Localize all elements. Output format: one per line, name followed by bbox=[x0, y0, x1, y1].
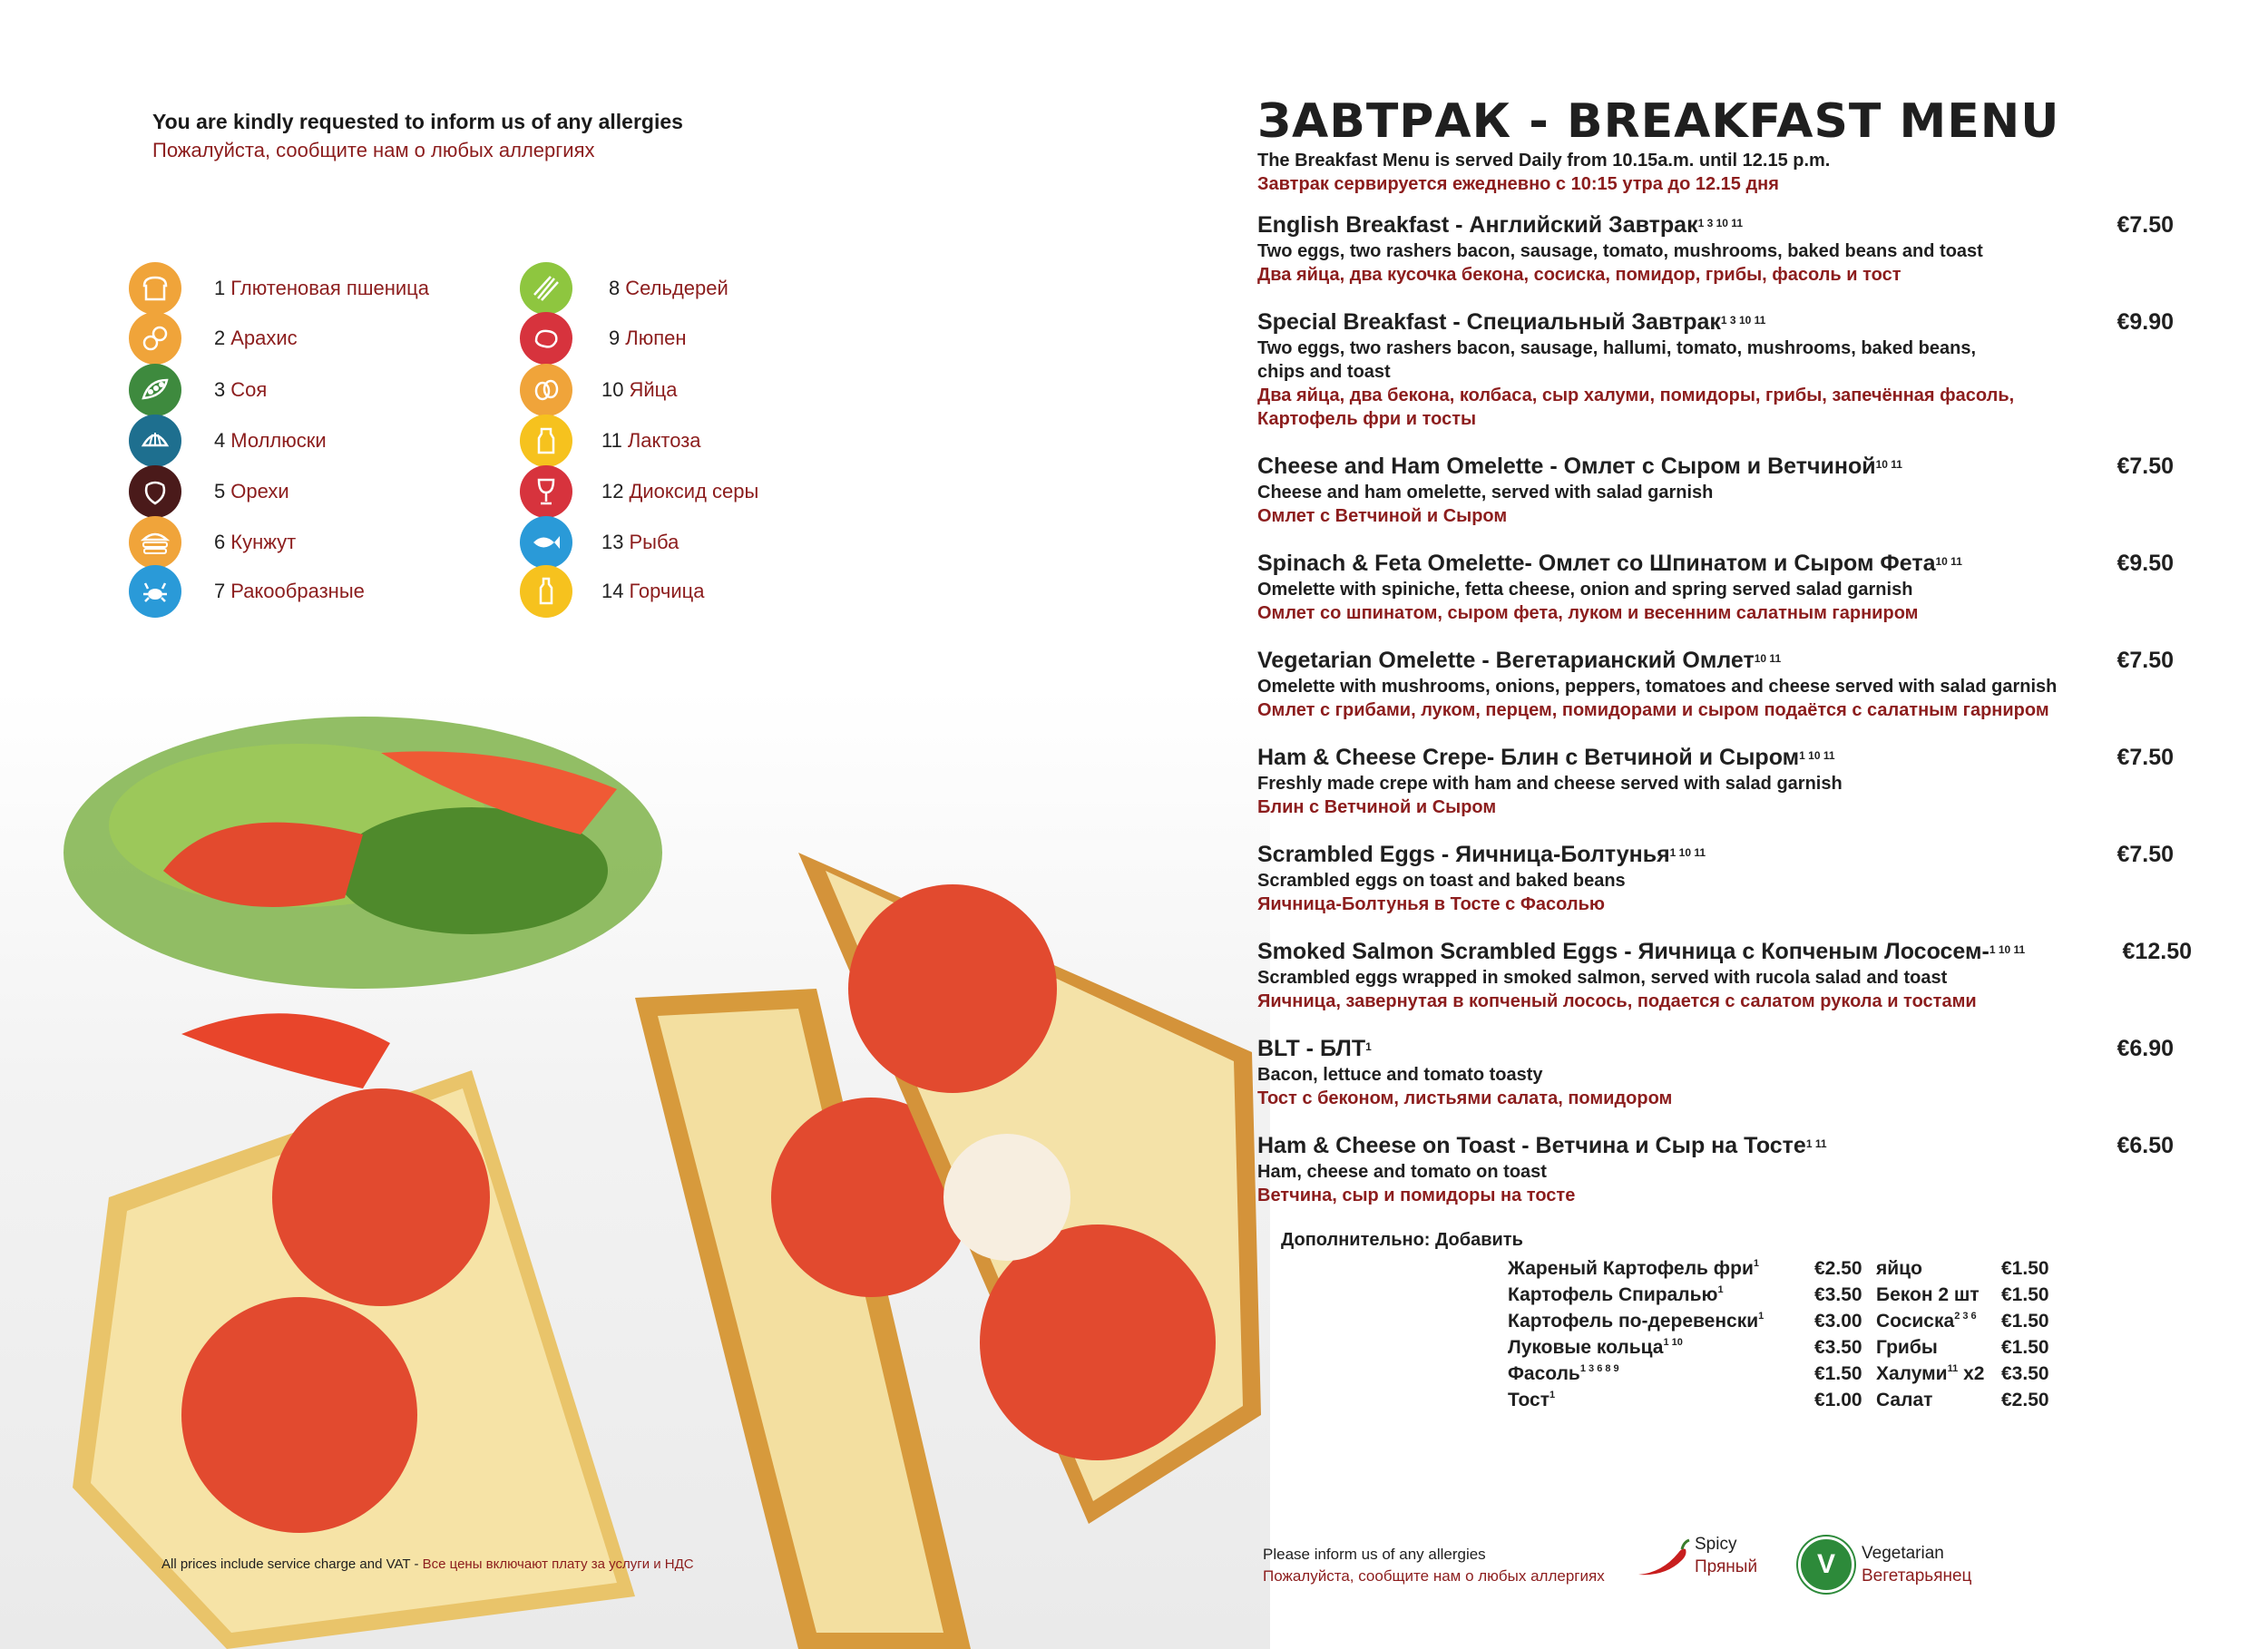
lupin-icon bbox=[520, 312, 572, 365]
addon-allergens: 1 bbox=[1758, 1310, 1765, 1322]
celery-icon bbox=[520, 262, 572, 315]
menu-item bbox=[1257, 937, 2192, 1013]
legend-name: Люпен bbox=[625, 327, 687, 349]
menu-item bbox=[1257, 307, 2174, 431]
menu-item-name bbox=[1257, 307, 2174, 337]
spicy-en: Spicy bbox=[1695, 1535, 1737, 1554]
addon-name: Жареный Картофель фри bbox=[1508, 1257, 1754, 1279]
legend-name: Яйца bbox=[629, 378, 678, 401]
addons-heading: Дополнительно: Добавить bbox=[1281, 1230, 1523, 1250]
addons-table bbox=[1508, 1255, 2070, 1413]
item-price: €12.50 bbox=[2122, 939, 2192, 964]
item-name-text: Spinach & Feta Omelette- Омлет со Шпинатом и Сыром Фета bbox=[1257, 551, 1936, 576]
soy-icon bbox=[129, 364, 181, 416]
vegetarian-badge-icon bbox=[1798, 1537, 1854, 1593]
item-price: €7.50 bbox=[2116, 454, 2174, 479]
item-allergens: 10 11 bbox=[1935, 555, 1962, 568]
legend-item bbox=[520, 311, 687, 366]
addon-name: Салат bbox=[1876, 1389, 1933, 1410]
addon-name: Халуми bbox=[1876, 1362, 1948, 1384]
legend-item bbox=[520, 414, 701, 468]
addon-allergens: 1 10 bbox=[1663, 1336, 1683, 1348]
menu-item bbox=[1257, 210, 2174, 287]
item-price: €9.90 bbox=[2116, 309, 2174, 335]
menu-subtitle-en: The Breakfast Menu is served Daily from 10.15a.m. until 12.15 p.m. bbox=[1257, 151, 1831, 171]
legend-name: Соя bbox=[230, 378, 268, 401]
prices-note-ru: Все цены включают плату за услуги и НДС bbox=[422, 1556, 694, 1572]
addon-row bbox=[1508, 1361, 2070, 1387]
item-desc-ru: Омлет с Ветчиной и Сыром bbox=[1257, 506, 1508, 526]
fish-icon bbox=[520, 516, 572, 569]
addon-allergens: 11 bbox=[1947, 1362, 1959, 1374]
item-name-text: English Breakfast - Английский Завтрак bbox=[1257, 212, 1698, 238]
item-desc: Two eggs, two rashers bacon, sausage, hallumi, tomato, mushrooms, baked beans, bbox=[1257, 338, 1977, 358]
allergy-notice bbox=[152, 107, 969, 165]
addon-allergens: 1 bbox=[1549, 1389, 1556, 1400]
prices-note bbox=[161, 1556, 694, 1572]
item-allergens: 10 11 bbox=[1875, 458, 1902, 471]
mustard-icon bbox=[520, 565, 572, 618]
vegetarian-en: Vegetarian bbox=[1862, 1544, 1944, 1563]
menu-item bbox=[1257, 1034, 2174, 1110]
menu-item bbox=[1257, 452, 2174, 528]
legend-num: 5 bbox=[214, 480, 226, 503]
crab-icon bbox=[129, 565, 181, 618]
item-desc-ru: Два яйца, два кусочка бекона, сосиска, помидор, грибы, фасоль и тост bbox=[1257, 265, 1901, 285]
legend-item bbox=[129, 261, 429, 316]
item-allergens: 1 10 11 bbox=[1799, 749, 1835, 762]
legend-num: 10 bbox=[601, 378, 624, 401]
addon-row bbox=[1508, 1334, 2070, 1361]
legend-num: 4 bbox=[214, 429, 226, 452]
item-name-text: BLT - БЛТ bbox=[1257, 1036, 1366, 1061]
item-desc-line2: chips and toast bbox=[1257, 362, 1391, 382]
peanut-icon bbox=[129, 312, 181, 365]
addon-qty: x2 bbox=[1958, 1362, 1985, 1384]
prices-note-sep: - bbox=[410, 1556, 423, 1572]
legend-item bbox=[520, 464, 758, 519]
menu-subtitle-ru: Завтрак сервируется ежедневно с 10:15 утра до 12.15 дня bbox=[1257, 174, 1779, 194]
legend-num: 11 bbox=[601, 429, 622, 452]
item-price: €7.50 bbox=[2116, 648, 2174, 673]
addon-allergens: 1 bbox=[1753, 1257, 1760, 1269]
item-desc: Omelette with mushrooms, onions, peppers, tomatoes and cheese served with salad garnish bbox=[1257, 677, 2058, 697]
legend-num: 8 bbox=[609, 277, 621, 299]
addon-name: Бекон 2 шт bbox=[1876, 1283, 1980, 1305]
food-photo bbox=[0, 689, 1270, 1649]
menu-item bbox=[1257, 549, 2174, 625]
addon-row bbox=[1508, 1282, 2070, 1308]
addon-price: €1.50 bbox=[2001, 1257, 2049, 1279]
chili-icon bbox=[1635, 1538, 1691, 1578]
menu-header bbox=[1257, 94, 2183, 196]
item-desc-ru: Омлет с грибами, луком, перцем, помидорами и сыром подаётся с салатным гарниром bbox=[1257, 700, 2049, 720]
legend-name: Горчица bbox=[629, 580, 705, 602]
legend-num: 14 bbox=[601, 580, 624, 602]
addon-price: €1.50 bbox=[2001, 1283, 2049, 1305]
item-allergens: 1 3 10 11 bbox=[1720, 314, 1766, 327]
item-allergens: 1 bbox=[1365, 1040, 1372, 1053]
addon-price: €3.50 bbox=[1814, 1283, 1862, 1305]
vegetarian-ru: Вегетарьянец bbox=[1862, 1566, 1972, 1586]
item-name-text: Ham & Cheese on Toast - Ветчина и Сыр на Тосте bbox=[1257, 1133, 1806, 1158]
legend-item bbox=[129, 515, 296, 570]
item-allergens: 10 11 bbox=[1754, 652, 1782, 665]
menu-title: ЗАВТРАК - BREAKFAST MENU bbox=[1257, 94, 2060, 149]
legend-num: 6 bbox=[214, 531, 226, 553]
item-name-text: Cheese and Ham Omelette - Омлет с Сыром и Ветчиной bbox=[1257, 454, 1876, 479]
item-desc: Cheese and ham omelette, served with salad garnish bbox=[1257, 483, 1714, 503]
vegetarian-legend bbox=[1798, 1537, 1971, 1593]
addon-price: €1.50 bbox=[2001, 1310, 2049, 1332]
legend-name: Моллюски bbox=[230, 429, 327, 452]
addon-price: €2.50 bbox=[2001, 1389, 2049, 1410]
item-desc: Omelette with spiniche, fetta cheese, onion and spring served salad garnish bbox=[1257, 580, 1913, 600]
item-name-text: Smoked Salmon Scrambled Eggs - Яичница с Копченым Лососем- bbox=[1257, 939, 1989, 964]
footer-allergy-en: Please inform us of any allergies bbox=[1263, 1546, 1486, 1563]
item-allergens: 1 10 11 bbox=[1669, 846, 1706, 859]
item-desc-ru: Ветчина, сыр и помидоры на тосте bbox=[1257, 1186, 1576, 1205]
menu-item-name bbox=[1257, 646, 2174, 675]
addon-allergens: 2 3 6 bbox=[1954, 1310, 1977, 1322]
legend-item bbox=[520, 564, 705, 619]
addon-price: €3.50 bbox=[1814, 1336, 1862, 1358]
menu-item bbox=[1257, 840, 2174, 916]
allergy-notice-en: You are kindly requested to inform us of any allergies bbox=[152, 110, 683, 133]
legend-item bbox=[129, 414, 327, 468]
menu-item-name bbox=[1257, 452, 2174, 481]
milk-icon bbox=[520, 415, 572, 467]
item-name-text: Scrambled Eggs - Яичница-Болтунья bbox=[1257, 842, 1670, 867]
item-desc: Two eggs, two rashers bacon, sausage, tomato, mushrooms, baked beans and toast bbox=[1257, 241, 1983, 261]
shell-icon bbox=[129, 415, 181, 467]
legend-name: Рыба bbox=[629, 531, 679, 553]
addon-name: Картофель Спиралью bbox=[1508, 1283, 1718, 1305]
item-price: €9.50 bbox=[2116, 551, 2174, 576]
legend-num: 13 bbox=[601, 531, 624, 553]
item-desc-ru: Яичница-Болтунья в Тосте с Фасолью bbox=[1257, 894, 1605, 914]
menu-item bbox=[1257, 743, 2174, 819]
item-allergens: 1 3 10 11 bbox=[1697, 217, 1743, 229]
spicy-legend bbox=[1635, 1533, 1757, 1578]
item-desc: Scrambled eggs on toast and baked beans bbox=[1257, 871, 1626, 891]
addon-name: Картофель по-деревенски bbox=[1508, 1310, 1759, 1332]
bread-icon bbox=[129, 262, 181, 315]
item-price: €7.50 bbox=[2116, 745, 2174, 770]
legend-name: Диоксид серы bbox=[629, 480, 759, 503]
addon-price: €1.50 bbox=[2001, 1336, 2049, 1358]
menu-item-name bbox=[1257, 549, 2174, 578]
item-price: €6.50 bbox=[2116, 1133, 2174, 1158]
nut-icon bbox=[129, 465, 181, 518]
legend-name: Арахис bbox=[230, 327, 298, 349]
legend-item bbox=[520, 515, 679, 570]
legend-name: Глютеновая пшеница bbox=[230, 277, 430, 299]
item-desc-ru: Тост с беконом, листьями салата, помидором bbox=[1257, 1088, 1673, 1108]
addon-row bbox=[1508, 1255, 2070, 1282]
item-name-text: Ham & Cheese Crepe- Блин с Ветчиной и Сыром bbox=[1257, 745, 1800, 770]
addon-allergens: 1 bbox=[1717, 1283, 1724, 1295]
addon-name: Луковые кольца bbox=[1508, 1336, 1664, 1358]
legend-name: Орехи bbox=[230, 480, 289, 503]
item-name-text: Special Breakfast - Специальный Завтрак bbox=[1257, 309, 1721, 335]
footer-allergy-ru: Пожалуйста, сообщите нам о любых аллергиях bbox=[1263, 1567, 1605, 1585]
menu-item bbox=[1257, 646, 2174, 722]
item-desc-ru: Два яйца, два бекона, колбаса, сыр халуми, помидоры, грибы, запечённая фасоль, bbox=[1257, 385, 2015, 405]
legend-name: Ракообразные bbox=[230, 580, 365, 602]
footer-allergy-note bbox=[1263, 1544, 1605, 1587]
addon-price: €3.00 bbox=[1814, 1310, 1862, 1332]
addon-price: €2.50 bbox=[1814, 1257, 1862, 1279]
legend-item bbox=[129, 564, 365, 619]
item-allergens: 1 11 bbox=[1805, 1137, 1827, 1150]
item-price: €7.50 bbox=[2116, 212, 2174, 238]
item-desc-ru: Яичница, завернутая в копченый лосось, подается с салатом рукола и тостами bbox=[1257, 991, 1977, 1011]
item-desc-ru: Блин с Ветчиной и Сыром bbox=[1257, 797, 1497, 817]
item-desc: Scrambled eggs wrapped in smoked salmon, served with rucola salad and toast bbox=[1257, 968, 1948, 988]
item-desc: Freshly made crepe with ham and cheese served with salad garnish bbox=[1257, 774, 1843, 794]
menu-item-name bbox=[1257, 937, 2192, 966]
toast-illustration bbox=[0, 689, 1270, 1649]
legend-num: 3 bbox=[214, 378, 226, 401]
wine-icon bbox=[520, 465, 572, 518]
menu-item-name bbox=[1257, 1034, 2174, 1063]
item-desc: Bacon, lettuce and tomato toasty bbox=[1257, 1065, 1543, 1085]
legend-num: 12 bbox=[601, 480, 624, 503]
menu-item bbox=[1257, 1131, 2174, 1207]
item-desc: Ham, cheese and tomato on toast bbox=[1257, 1162, 1547, 1182]
allergy-notice-ru: Пожалуйста, сообщите нам о любых аллергиях bbox=[152, 139, 595, 161]
addon-name: Грибы bbox=[1876, 1336, 1938, 1358]
legend-num: 2 bbox=[214, 327, 226, 349]
legend-name: Лактоза bbox=[627, 429, 701, 452]
legend-num: 1 bbox=[214, 277, 226, 299]
legend-item bbox=[520, 261, 728, 316]
addon-allergens: 1 3 6 8 9 bbox=[1579, 1362, 1619, 1374]
addon-name: Фасоль bbox=[1508, 1362, 1580, 1384]
menu-item-name bbox=[1257, 743, 2174, 772]
addon-price: €1.00 bbox=[1814, 1389, 1862, 1410]
addon-price: €3.50 bbox=[2001, 1362, 2049, 1384]
legend-num: 7 bbox=[214, 580, 226, 602]
addon-row bbox=[1508, 1387, 2070, 1413]
addon-name: яйцо bbox=[1876, 1257, 1922, 1279]
legend-name: Кунжут bbox=[230, 531, 297, 553]
egg-icon bbox=[520, 364, 572, 416]
addon-name: Тост bbox=[1508, 1389, 1550, 1410]
item-price: €6.90 bbox=[2116, 1036, 2174, 1061]
legend-item bbox=[129, 363, 267, 417]
legend-item bbox=[520, 363, 678, 417]
prices-note-en: All prices include service charge and VAT bbox=[161, 1556, 411, 1572]
menu-item-name bbox=[1257, 1131, 2174, 1160]
vegetarian-badge-mark: V bbox=[1816, 1549, 1835, 1579]
legend-item bbox=[129, 311, 298, 366]
addon-price: €1.50 bbox=[1814, 1362, 1862, 1384]
item-desc-ru: Омлет со шпинатом, сыром фета, луком и весенним салатным гарниром bbox=[1257, 603, 1919, 623]
spicy-ru: Пряный bbox=[1695, 1557, 1758, 1576]
legend-num: 9 bbox=[609, 327, 621, 349]
legend-name: Сельдерей bbox=[625, 277, 728, 299]
menu-item-name bbox=[1257, 210, 2174, 239]
menu-item-name bbox=[1257, 840, 2174, 869]
item-name-text: Vegetarian Omelette - Вегетарианский Омлет bbox=[1257, 648, 1755, 673]
item-allergens: 1 10 11 bbox=[1989, 943, 2026, 956]
legend-item bbox=[129, 464, 289, 519]
addon-name: Сосиска bbox=[1876, 1310, 1955, 1332]
addon-row bbox=[1508, 1308, 2070, 1334]
sesame-icon bbox=[129, 516, 181, 569]
item-desc-ru-line2: Картофель фри и тосты bbox=[1257, 409, 1477, 429]
item-price: €7.50 bbox=[2116, 842, 2174, 867]
